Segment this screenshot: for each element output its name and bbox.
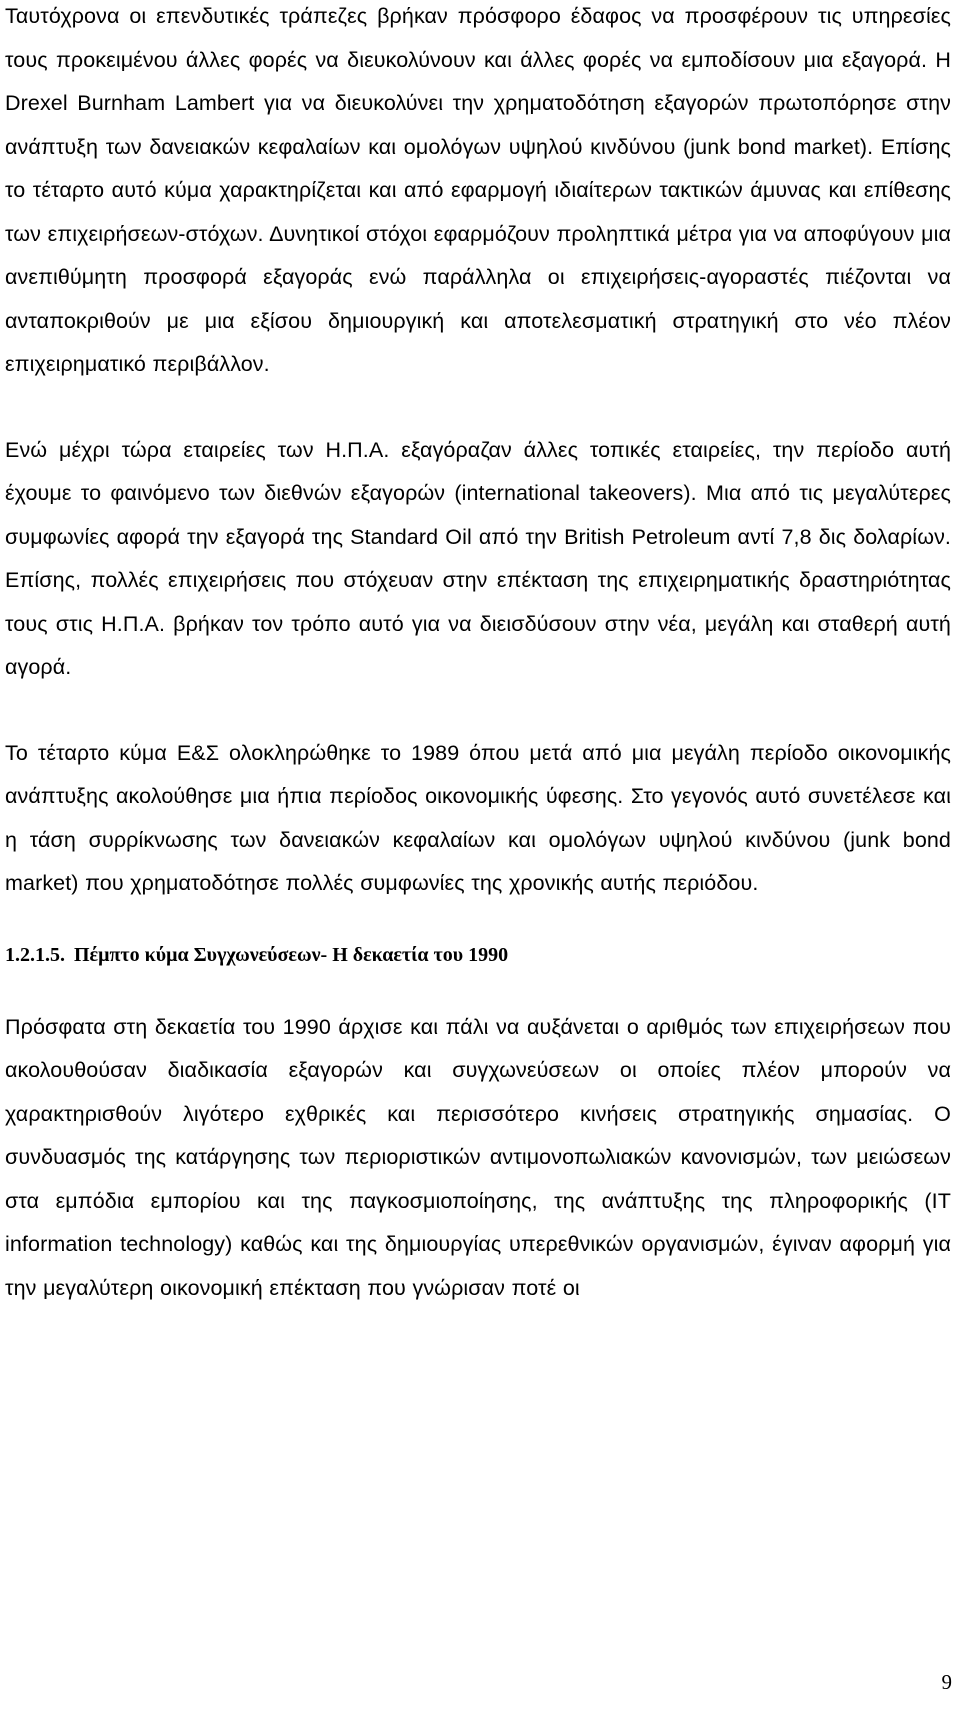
paragraph-1990s-wave: Πρόσφατα στη δεκαετία του 1990 άρχισε και πάλι να αυξάνεται ο αριθμός των επιχειρήσεων που ακολουθούσαν διαδικασία εξαγορών και συγχωνεύσεων οι οποίες πλέον μπορούν να χαρακτηρισθούν λιγότερο εχθρικές και περισσότερο κινήσεις στρατηγικής σημασίας. Ο συνδυασμός της κατάργησης των περιοριστικών αντιμονοπωλιακών κανονισμών, των μειώσεων στα εμπόδια εμπορίου και της παγκοσμιοποίησης, της ανάπτυξης της πληροφορικής (IT information technology) καθώς και της δημιουργίας υπερεθνικών οργανισμών, έγιναν αφορμή για την μεγαλύτερη οικονομική επέκταση που γνώρισαν ποτέ οι: [5, 1014, 951, 1300]
section-heading: [5, 940, 951, 970]
document-page: [5, 0, 951, 1310]
section-number: 1.2.1.5.: [5, 943, 65, 966]
paragraph-investment-banks: Ταυτόχρονα οι επενδυτικές τράπεζες βρήκαν πρόσφορο έδαφος να προσφέρουν τις υπηρεσίες τους προκειμένου άλλες φορές να διευκολύνουν και άλλες φορές να εμποδίσουν μια εξαγορά. Η Drexel Burnham Lambert για να διευκολύνει την χρηματοδότηση εξαγορών πρωτοπόρησε στην ανάπτυξη των δανειακών κεφαλαίων και ομολόγων υψηλού κινδύνου (junk bond market). Επίσης το τέταρτο αυτό κύμα χαρακτηρίζεται και από εφαρμογή ιδιαίτερων τακτικών άμυνας και επίθεσης των επιχειρήσεων-στόχων. Δυνητικοί στόχοι εφαρμόζουν προληπτικά μέτρα για να αποφύγουν μια ανεπιθύμητη προσφορά εξαγοράς ενώ παράλληλα οι επιχειρήσεις-αγοραστές πιέζονται να ανταποκριθούν με μια εξίσου δημιουργική και αποτελεσματική στρατηγική στο νέο πλέον επιχειρηματικό περιβάλλον.: [5, 4, 951, 376]
paragraph-fourth-wave-end: Το τέταρτο κύμα Ε&Σ ολοκληρώθηκε το 1989 όπου μετά από μια μεγάλη περίοδο οικονομικής ανάπτυξης ακολούθησε μια ήπια περίοδος οικονομικής ύφεσης. Στο γεγονός αυτό συνετέλεσε και η τάση συρρίκνωσης των δανειακών κεφαλαίων και ομολόγων υψηλού κινδύνου (junk bond market) που χρηματοδότησε πολλές συμφωνίες της χρονικής αυτής περιόδου.: [5, 740, 951, 895]
section-title: Πέμπτο κύμα Συγχωνεύσεων- Η δεκαετία του 1990: [74, 943, 509, 966]
paragraph-international-takeovers: Ενώ μέχρι τώρα εταιρείες των Η.Π.Α. εξαγόραζαν άλλες τοπικές εταιρείες, την περίοδο αυτή έχουμε το φαινόμενο των διεθνών εξαγορών (international takeovers). Μια από τις μεγαλύτερες συμφωνίες αφορά την εξαγορά της Standard Oil από την British Petroleum αντί 7,8 δις δολαρίων. Επίσης, πολλές επιχειρήσεις που στόχευαν στην επέκταση της επιχειρηματικής δραστηριότητας τους στις Η.Π.Α. βρήκαν τον τρόπο αυτό για να διεισδύσουν στην νέα, μεγάλη και σταθερή αυτή αγορά.: [5, 437, 951, 679]
page-number: 9: [941, 1670, 952, 1694]
